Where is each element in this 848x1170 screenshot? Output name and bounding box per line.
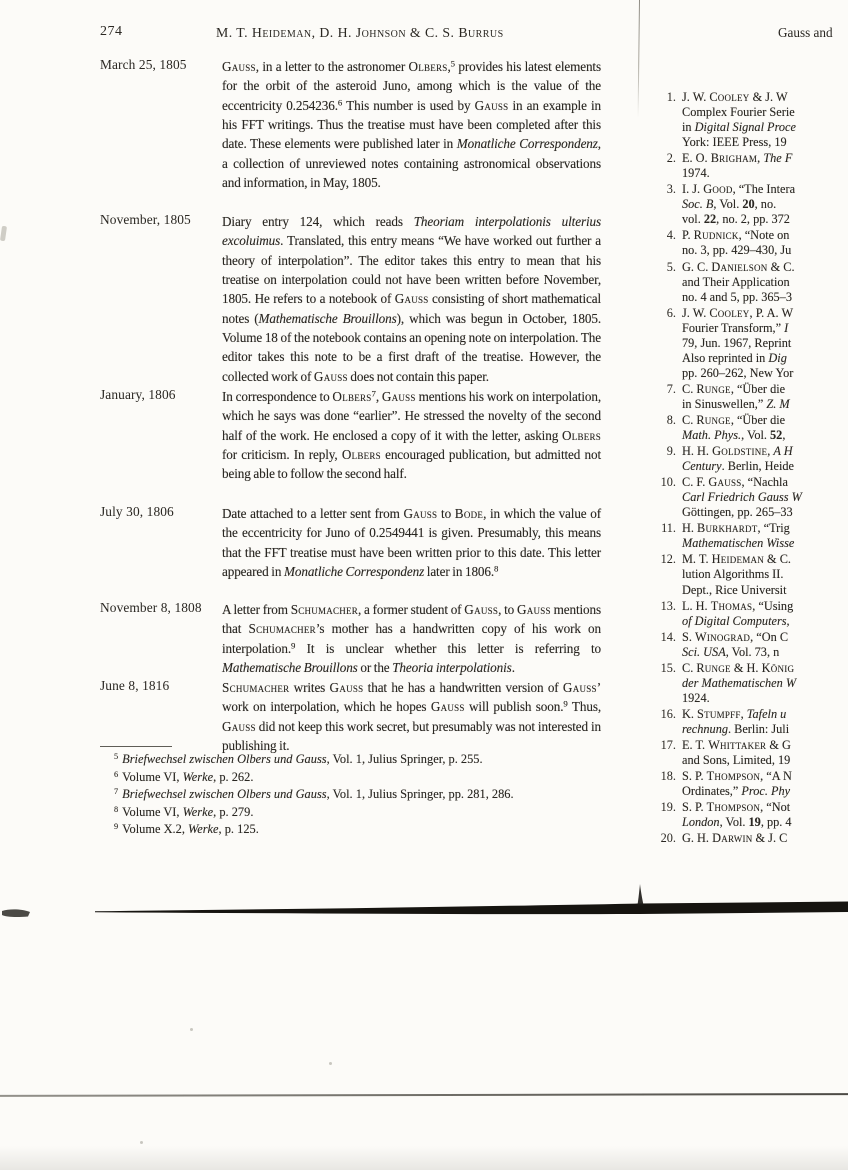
reference-line: Göttingen, pp. 265–33 — [682, 505, 793, 520]
styled-text-sc: Cooley — [709, 90, 750, 104]
reference-line: E. T. Whittaker & G — [682, 737, 791, 752]
reference-lines — [682, 831, 848, 846]
timeline-entry — [100, 678, 602, 755]
reference-lines — [682, 413, 848, 443]
timeline-entry — [100, 504, 602, 581]
timeline-paragraph: Gauss, in a letter to the astronomer Olbers,$^5$ provides his latest elements for the orbit of the asteroid Juno, among which is the value of the eccentricity 0.254236.$^6$ This number is used by Gauss in an example in his FFT writings. Thus the treatise must have been completed after this date. These elements were published later in Monatliche Correspondenz, a collection of unreviewed notes containing astronomical observations and information, in May, 1805. — [222, 58, 601, 191]
timeline-date: June 8, 1816 — [100, 678, 170, 693]
reference-lines — [682, 800, 848, 830]
reference-line: G. C. Danielson & C. — [682, 259, 795, 274]
footnote-marker: 6 — [114, 769, 119, 779]
reference-line: Ordinates,” Proc. Phy — [682, 784, 791, 799]
footnotes — [100, 751, 640, 839]
styled-text-sc: Cooley — [709, 305, 750, 320]
styled-text-sc: Winograd — [695, 629, 751, 644]
reference-number: 14. — [660, 629, 676, 644]
styled-text-sc: Brigham — [710, 151, 758, 166]
reference-line: K. Stumpff, Tafeln u — [682, 706, 787, 721]
styled-text-sc: Gauss — [516, 602, 551, 617]
timeline-paragraph: Schumacher writes Gauss that he has a handwritten version of Gauss’ work on interpolation, which he hopes Gauss will publish soon.$^9$ Thus, Gauss did not keep this work secret, but presumably was not interested in publishing it. — [222, 680, 602, 754]
styled-text-i: Tafeln u — [746, 706, 787, 721]
reference-lines — [682, 630, 848, 660]
dust-speck — [329, 1062, 332, 1065]
styled-text-sc: Thompson — [706, 800, 761, 815]
reference-line: 79, Jun. 1967, Reprint — [682, 335, 792, 350]
reference-line: G. H. Darwin & J. C — [682, 831, 788, 846]
reference-line: pp. 260–262, New Yor — [682, 365, 794, 380]
reference-lines — [682, 707, 848, 737]
reference-lines — [682, 382, 848, 412]
styled-text-i: Proc. Phy — [741, 784, 791, 799]
timeline-date: January, 1806 — [100, 387, 176, 402]
reference-line: J. W. Cooley & J. W — [682, 90, 788, 104]
styled-text-sc: Danielson — [711, 259, 768, 274]
reference-line: no. 3, pp. 429–430, Ju — [682, 243, 792, 258]
reference-number: 16. — [660, 706, 676, 721]
scanner-bed-shadow — [0, 1146, 848, 1170]
reference-number: 13. — [660, 598, 676, 613]
styled-text-b: 52 — [770, 428, 783, 443]
styled-text-i: Math. Phys. — [682, 428, 742, 443]
footnote-marker: 9 — [114, 822, 119, 832]
styled-text-sc: Gauss — [313, 368, 348, 384]
styled-text-sc: Gauss — [381, 389, 416, 404]
styled-text-sc: Thomas — [710, 598, 753, 613]
styled-text-sc: Olbers — [561, 427, 601, 443]
reference-lines — [682, 661, 848, 706]
timeline-entry — [100, 387, 602, 484]
reference-item — [646, 521, 848, 551]
reference-lines — [682, 521, 848, 551]
reference-lines — [682, 260, 848, 305]
reference-item — [646, 444, 848, 474]
dust-speck — [190, 1028, 193, 1031]
styled-text-sup: 5 — [450, 58, 456, 69]
reference-number: 1. — [666, 90, 676, 104]
styled-text-sup: 9 — [291, 640, 296, 651]
reference-item — [646, 552, 848, 597]
reference-number: 12. — [660, 552, 676, 567]
reference-lines — [682, 182, 848, 227]
reference-line — [682, 676, 848, 691]
styled-text-sc: Gauss — [329, 680, 364, 695]
styled-text-sc: König — [761, 660, 795, 675]
reference-line: Complex Fourier Serie — [682, 105, 795, 120]
styled-text-i: London — [682, 815, 720, 830]
reference-item — [646, 475, 848, 520]
reference-line: Fourier Transform,” I — [682, 320, 789, 335]
reference-line: Math. Phys., Vol. 52, — [682, 428, 786, 443]
styled-text-i: of Digital Computers, — [682, 613, 790, 628]
reference-line: London, Vol. 19, pp. 4 — [682, 815, 792, 830]
styled-text-i: Theoriam interpolationis ulterius excoluimus — [222, 214, 601, 249]
reference-number: 5. — [666, 259, 676, 274]
styled-text-i: Digital Signal Proce — [694, 120, 796, 135]
footnote-item: $^5$ Briefwechsel zwischen Olbers und Gauss, Vol. 1, Julius Springer, p. 255. — [100, 751, 640, 769]
styled-text-sc: Olbers — [408, 59, 448, 74]
styled-text-i: rechnung — [682, 721, 728, 736]
styled-text-sc: Olbers — [332, 389, 372, 404]
reference-item — [646, 831, 848, 846]
styled-text-i: Dig — [768, 350, 787, 365]
styled-text-i: Soc. B — [682, 197, 714, 212]
reference-line: in Sinuswellen,” Z. M — [682, 396, 790, 411]
reference-number: 8. — [666, 412, 676, 427]
footnote-marker: 5 — [114, 752, 119, 761]
styled-text-sc: Schumacher — [222, 680, 290, 695]
styled-text-i: der Mathematischen W — [682, 675, 797, 690]
reference-line — [682, 536, 848, 551]
timeline-date: November, 1805 — [100, 212, 191, 227]
styled-text-i: Briefwechsel zwischen Olbers und Gauss — [122, 787, 327, 802]
styled-text-i: Monatliche Correspondenz — [284, 564, 425, 580]
reference-item — [646, 707, 848, 737]
reference-item — [646, 599, 848, 629]
timeline-paragraph: In correspondence to Olbers$^7$, Gauss mentions his work on interpolation, which he says was done “earlier”. He stressed the novelty of the second half of the work. He enclosed a copy of it with the letter, asking Olbers for criticism. In reply, Olbers encouraged publication, but admitted not being able to follow the second half. — [222, 388, 602, 482]
book-spine-shadow — [0, 878, 848, 924]
styled-text-sc: Thompson — [706, 769, 761, 784]
reference-lines — [682, 90, 848, 150]
reference-number: 20. — [660, 831, 676, 846]
reference-line: Sci. USA, Vol. 73, n — [682, 644, 780, 659]
styled-text-sc: Gauss — [403, 506, 438, 521]
reference-line: and Sons, Limited, 19 — [682, 753, 791, 768]
styled-text-sc: Gauss — [222, 718, 256, 734]
styled-text-sc: Good — [703, 182, 733, 197]
reference-item — [646, 769, 848, 799]
styled-text-sc: Rudnick — [693, 228, 739, 243]
styled-text-b: 22 — [703, 212, 717, 227]
reference-line: C. Runge, “Über die — [682, 412, 786, 427]
styled-text-i: Z. M — [766, 396, 790, 411]
reference-line: Century. Berlin, Heide — [682, 459, 795, 474]
footnote-marker: 7 — [114, 787, 119, 797]
reference-lines — [682, 552, 848, 597]
page-number: 274 — [100, 24, 123, 39]
timeline-entry — [100, 212, 602, 386]
reference-number: 18. — [660, 769, 676, 784]
reference-item — [646, 661, 848, 706]
reference-number: 2. — [666, 151, 676, 166]
reference-number: 7. — [666, 381, 676, 396]
styled-text-sc: Whittaker — [708, 737, 767, 752]
styled-text-sc: Heideman — [711, 552, 764, 567]
timeline-paragraph: Date attached to a letter sent from Gauss to Bode, in which the value of the eccentricity for Juno of 0.2549441 is given. Presumably, this means that the FFT treatise must have been written prior to this date. This letter appeared in Monatliche Correspondenz later in 1806.$^8$ — [222, 506, 602, 580]
styled-text-i: Theoria interpolationis — [392, 660, 512, 676]
styled-text-sc: Darwin — [712, 831, 753, 846]
styled-text-sc: Burkhardt — [697, 521, 758, 536]
footnote-item: $^7$ Briefwechsel zwischen Olbers und Gauss, Vol. 1, Julius Springer, pp. 281, 286. — [100, 786, 640, 804]
reference-line: and Their Application — [682, 274, 790, 289]
reference-lines — [682, 738, 848, 768]
reference-number: 9. — [666, 444, 676, 459]
reference-line: York: IEEE Press, 19 — [682, 135, 787, 150]
styled-text-i: Mathematischen Wisse — [682, 536, 795, 551]
styled-text-i: The F — [763, 151, 793, 166]
reference-lines — [682, 599, 848, 629]
reference-item — [646, 413, 848, 443]
reference-line: Dept., Rice Universit — [682, 582, 787, 597]
reference-line — [682, 490, 848, 505]
reference-item — [646, 382, 848, 412]
footnote-item: $^8$ Volume VI, Werke, p. 279. — [100, 804, 640, 822]
styled-text-b: 20 — [742, 197, 755, 212]
reference-line: C. F. Gauss, “Nachla — [682, 475, 788, 490]
styled-text-b: 19 — [748, 815, 761, 830]
styled-text-sc: Runge — [696, 412, 731, 427]
timeline-entry — [100, 600, 602, 677]
reference-number: 10. — [660, 475, 676, 490]
styled-text-sc: Gauss — [562, 680, 597, 695]
styled-text-i: I — [784, 320, 789, 335]
styled-text-sc: Runge — [696, 381, 731, 396]
running-title-left: M. T. Heideman, D. H. Johnson & C. S. Burrus — [216, 25, 504, 40]
styled-text-sc: Gauss — [474, 97, 509, 113]
styled-text-i: Werke — [182, 804, 214, 819]
styled-text-sc: Schumacher — [290, 602, 359, 617]
reference-item — [646, 800, 848, 830]
styled-text-i: Sci. USA — [682, 644, 726, 659]
styled-text-sc: Stumpff — [697, 706, 741, 721]
styled-text-sup: 8 — [494, 563, 499, 574]
reference-item — [646, 738, 848, 768]
styled-text-sup: 9 — [563, 698, 568, 709]
reference-number: 11. — [661, 521, 676, 536]
styled-text-sc: Gauss — [464, 602, 499, 617]
styled-text-sc: Gauss — [222, 59, 256, 74]
styled-text-i: Monatliche Correspondenz — [456, 136, 598, 152]
styled-text-i: Carl Friedrich Gauss W — [682, 490, 802, 505]
reference-item — [646, 630, 848, 660]
timeline-date: November 8, 1808 — [100, 600, 202, 615]
reference-line: S. P. Thompson, “Not — [682, 800, 791, 815]
reference-item — [646, 306, 848, 381]
reference-line: lution Algorithms II. — [682, 567, 784, 582]
reference-line: Also reprinted in Dig — [682, 350, 787, 365]
reference-line: no. 4 and 5, pp. 365–3 — [682, 289, 792, 304]
reference-number: 15. — [660, 660, 676, 675]
reference-line: L. H. Thomas, “Using — [682, 598, 794, 613]
reference-number: 3. — [666, 182, 676, 197]
reference-line: vol. 22, no. 2, pp. 372 — [682, 212, 790, 227]
reference-number: 4. — [666, 228, 676, 243]
footnote-item: $^6$ Volume VI, Werke, p. 262. — [100, 769, 640, 787]
reference-lines — [682, 151, 848, 181]
reference-number: 19. — [660, 800, 676, 815]
page-edge-line — [0, 1093, 848, 1097]
reference-lines — [682, 769, 848, 799]
running-title-right-fragment: Gauss and — [778, 25, 833, 40]
styled-text-i: Mathematische Brouillons — [222, 660, 358, 676]
styled-text-sc: Schumacher — [248, 621, 316, 637]
reference-line: S. P. Thompson, “A N — [682, 769, 792, 784]
timeline-paragraph: A letter from Schumacher, a former student of Gauss, to Gauss mentions that Schumacher’s mother has a handwritten copy of his work on interpolation.$^9$ It is unclear whether this letter is referring to Mathematische Brouillons or the Theoria interpolationis. — [222, 602, 601, 676]
styled-text-i: Briefwechsel zwischen Olbers und Gauss — [122, 752, 327, 766]
reference-lines — [682, 306, 848, 381]
styled-text-i: Werke — [188, 822, 219, 837]
reference-list — [646, 90, 848, 847]
reference-item — [646, 260, 848, 305]
reference-line: S. Winograd, “On C — [682, 629, 789, 644]
styled-text-i: Century — [682, 459, 722, 474]
dust-speck — [140, 1141, 143, 1144]
styled-text-sup: 6 — [337, 97, 343, 108]
styled-text-sup: 7 — [371, 388, 376, 399]
reference-item — [646, 151, 848, 181]
footnote-rule — [100, 746, 172, 747]
reference-line: P. Rudnick, “Note on — [682, 228, 790, 243]
styled-text-sc: Bode — [454, 506, 484, 521]
reference-lines — [682, 475, 848, 520]
reference-line: H. H. Goldstine, A H — [682, 444, 793, 459]
reference-line: H. Burkhardt, “Trig — [682, 521, 790, 536]
reference-line: E. O. Brigham, The F — [682, 151, 793, 166]
styled-text-sc: Goldstine — [712, 444, 768, 459]
reference-line: C. Runge, “Über die — [682, 381, 786, 396]
reference-line — [682, 614, 848, 629]
styled-text-sc: Olbers — [341, 447, 381, 463]
styled-text-sc: Gauss — [394, 291, 429, 307]
footnote-marker: 8 — [114, 804, 119, 814]
reference-number: 17. — [660, 737, 676, 752]
reference-item — [646, 228, 848, 258]
reference-line: I. J. Good, “The Intera — [682, 182, 796, 197]
timeline-date: March 25, 1805 — [100, 57, 187, 72]
reference-number: 6. — [666, 305, 676, 320]
reference-line: in Digital Signal Proce — [682, 120, 796, 135]
timeline-paragraph: Diary entry 124, which reads Theoriam interpolationis ulterius excoluimus. Translated, this entry means “We have worked out further a theory of interpolation”. The editor takes this entry to mean that his treatise on interpolation could not have been written before November, 1805. He refers to a notebook of Gauss consisting of short mathematical notes (Mathematische Brouillons), which was begun in October, 1805. Volume 18 of the notebook contains an opening note on interpolation. The editor takes this note to be a first draft of the treatise. However, the collected work of Gauss does not contain this paper. — [222, 214, 602, 384]
styled-text-i: Mathematische Brouillons — [258, 310, 397, 326]
styled-text-i: Werke — [182, 769, 214, 784]
reference-line: C. Runge & H. König — [682, 660, 795, 675]
reference-line: J. W. Cooley, P. A. W — [682, 305, 794, 320]
styled-text-i: A H — [773, 444, 793, 459]
timeline-date: July 30, 1806 — [100, 504, 174, 519]
timeline-entry — [100, 57, 602, 192]
reference-item — [646, 182, 848, 227]
reference-line: 1974. — [682, 166, 710, 181]
footnote-item: $^9$ Volume X.2, Werke, p. 125. — [100, 821, 640, 839]
reference-line: M. T. Heideman & C. — [682, 552, 791, 567]
styled-text-sc: Gauss — [708, 475, 742, 490]
reference-lines — [682, 228, 848, 258]
styled-text-sc: Gauss — [430, 699, 465, 715]
reference-line: Soc. B, Vol. 20, no. — [682, 197, 777, 212]
reference-item — [646, 90, 848, 150]
reference-lines — [682, 444, 848, 474]
reference-line: rechnung. Berlin: Juli — [682, 721, 790, 736]
reference-line: 1924. — [682, 690, 710, 705]
styled-text-sc: Runge — [696, 660, 731, 675]
